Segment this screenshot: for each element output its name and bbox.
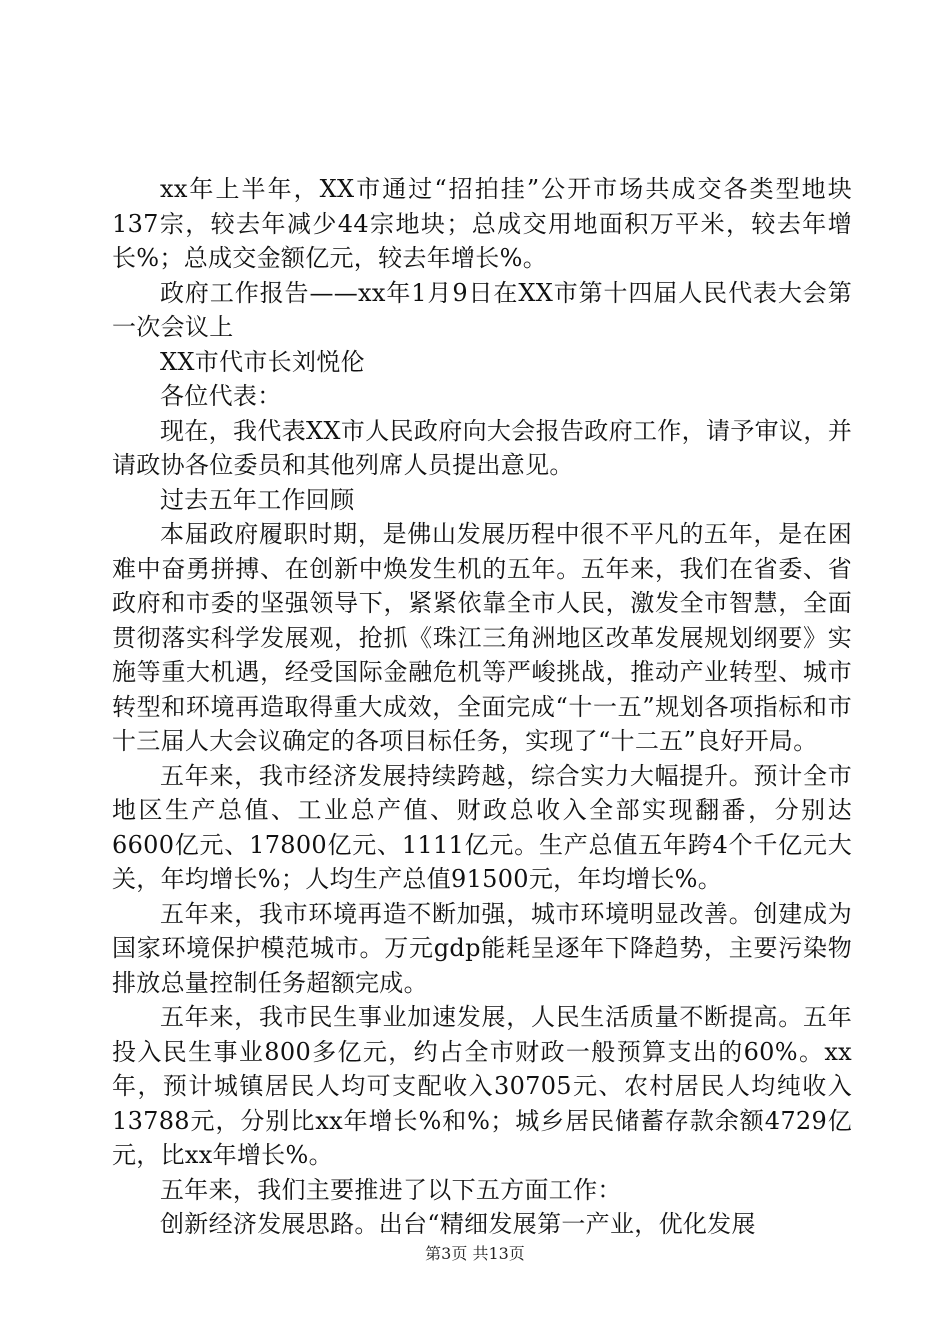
paragraph-five-aspects: 五年来，我们主要推进了以下五方面工作： (160, 1175, 622, 1204)
paragraph-land-transactions: xx年上半年，XX市通过“招拍挂”公开市场共成交各类型地块137宗，较去年减少44宗地块；总成交用地面积万平米，较去年增长%；总成交金额亿元，较去年增长%。 (112, 175, 852, 272)
document-body (112, 172, 852, 1242)
paragraph-report-title: 政府工作报告——xx年1月9日在XX市第十四届人民代表大会第一次会议上 (112, 278, 852, 341)
paragraph-opening: 现在，我代表XX市人民政府向大会报告政府工作，请予审议，并请政协各位委员和其他列席人员提出意见。 (112, 416, 852, 479)
paragraph-livelihood: 五年来，我市民生事业加速发展，人民生活质量不断提高。五年投入民生事业800多亿元，约占全市财政一般预算支出的60%。xx年，预计城镇居民人均可支配收入30705元、农村居民人均纯收入13788元，分别比xx年增长%和%；城乡居民储蓄存款余额4729亿元，比xx年增长%。 (112, 1003, 852, 1169)
paragraph-environment: 五年来，我市环境再造不断加强，城市环境明显改善。创建成为国家环境保护模范城市。万元gdp能耗呈逐年下降趋势，主要污染物排放总量控制任务超额完成。 (112, 899, 852, 997)
paragraph-salutation: 各位代表： (160, 382, 282, 410)
paragraph-innovation: 创新经济发展思路。出台“精细发展第一产业，优化发展 (160, 1210, 756, 1238)
paragraph-speaker: XX市代市长刘悦伦 (160, 347, 365, 376)
paragraph-section-heading: 过去五年工作回顾 (160, 485, 355, 514)
paragraph-economy: 五年来，我市经济发展持续跨越，综合实力大幅提升。预计全市地区生产总值、工业总产值、财政总收入全部实现翻番，分别达6600亿元、17800亿元、1111亿元。生产总值五年跨4个千亿元大关，年均增长%；人均生产总值91500元，年均增长%。 (112, 761, 852, 893)
paragraph-review-overview: 本届政府履职时期，是佛山发展历程中很不平凡的五年，是在困难中奋勇拼搏、在创新中焕发生机的五年。五年来，我们在省委、省政府和市委的坚强领导下，紧紧依靠全市人民，激发全市智慧，全面贯彻落实科学发展观，抢抓《珠江三角洲地区改革发展规划纲要》实施等重大机遇，经受国际金融危机等严峻挑战，推动产业转型、城市转型和环境再造取得重大成效，全面完成“十一五”规划各项指标和市十三届人大会议确定的各项目标任务，实现了“十二五”良好开局。 (112, 520, 852, 755)
page-number-footer: 第3页 共13页 (425, 1244, 525, 1263)
